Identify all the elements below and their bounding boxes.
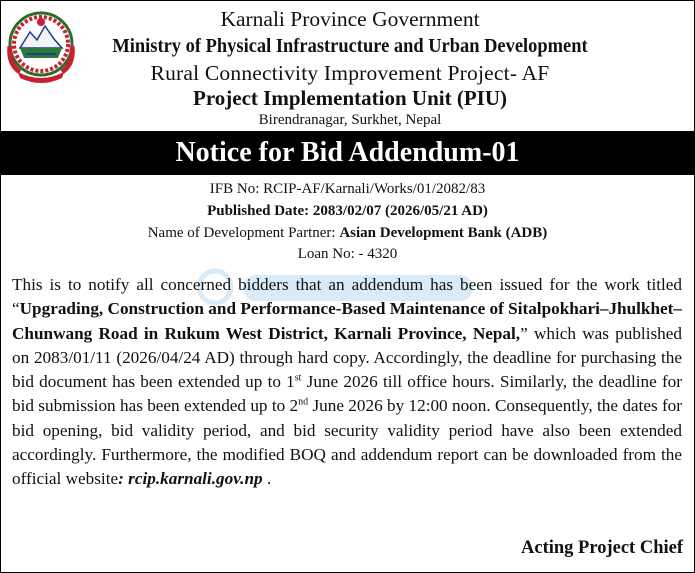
published-date: Published Date: 2083/02/07 (2026/05/21 AD) xyxy=(207,203,488,219)
project-name: Rural Connectivity Improvement Project- AF xyxy=(150,61,550,85)
ordinal-suffix-2: nd xyxy=(298,396,309,408)
notice-body xyxy=(12,273,682,492)
partner-value: Asian Development Bank (ADB) xyxy=(339,225,548,241)
work-title: Upgrading, Construction and Performance-Based Maintenance of Sitalpokhari–Jhulkhet–Chunwang Road in Rukum West District, Karnali Province, Nepal, xyxy=(12,299,682,343)
body-end: . xyxy=(262,469,272,489)
body-text-4: June 2026 by 12:00 noon. Consequently, the dates for bid opening, bid validity period, and bid security validity period have also been extended accordingly. Furthermore, the modified BOQ and addendum report can be downloaded from the official website xyxy=(12,396,682,489)
development-partner xyxy=(0,225,695,242)
nepal-emblem-icon xyxy=(6,6,76,86)
partner-label: Name of Development Partner: xyxy=(147,225,340,241)
government-name: Karnali Province Government xyxy=(220,7,480,31)
ordinal-suffix-1: st xyxy=(294,372,302,384)
body-text-3: June 2026 till office hours. Similarly, the deadline for bid submission has been extended up to 2 xyxy=(12,372,682,416)
loan-number: Loan No: - 4320 xyxy=(297,246,398,262)
office-address: Birendranagar, Surkhet, Nepal xyxy=(258,112,442,128)
notice-title: Notice for Bid Addendum-01 xyxy=(0,131,695,175)
body-intro: This is to notify all concerned bidders that an addendum has been issued for the work titled “ xyxy=(12,275,682,319)
unit-name: Project Implementation Unit (PIU) xyxy=(193,86,507,110)
ifb-number: IFB No: RCIP-AF/Karnali/Works/01/2082/83 xyxy=(209,181,486,197)
body-text-2: ” which was published on 2083/01/11 (2026/04/24 AD) through hard copy. Accordingly, the deadline for purchasing the bid document has been extended up to 1 xyxy=(12,323,682,392)
website-link[interactable]: : rcip.karnali.gov.np xyxy=(118,469,263,489)
ministry-name: Ministry of Physical Infrastructure and Urban Development xyxy=(112,35,588,57)
signatory: Acting Project Chief xyxy=(521,538,683,558)
